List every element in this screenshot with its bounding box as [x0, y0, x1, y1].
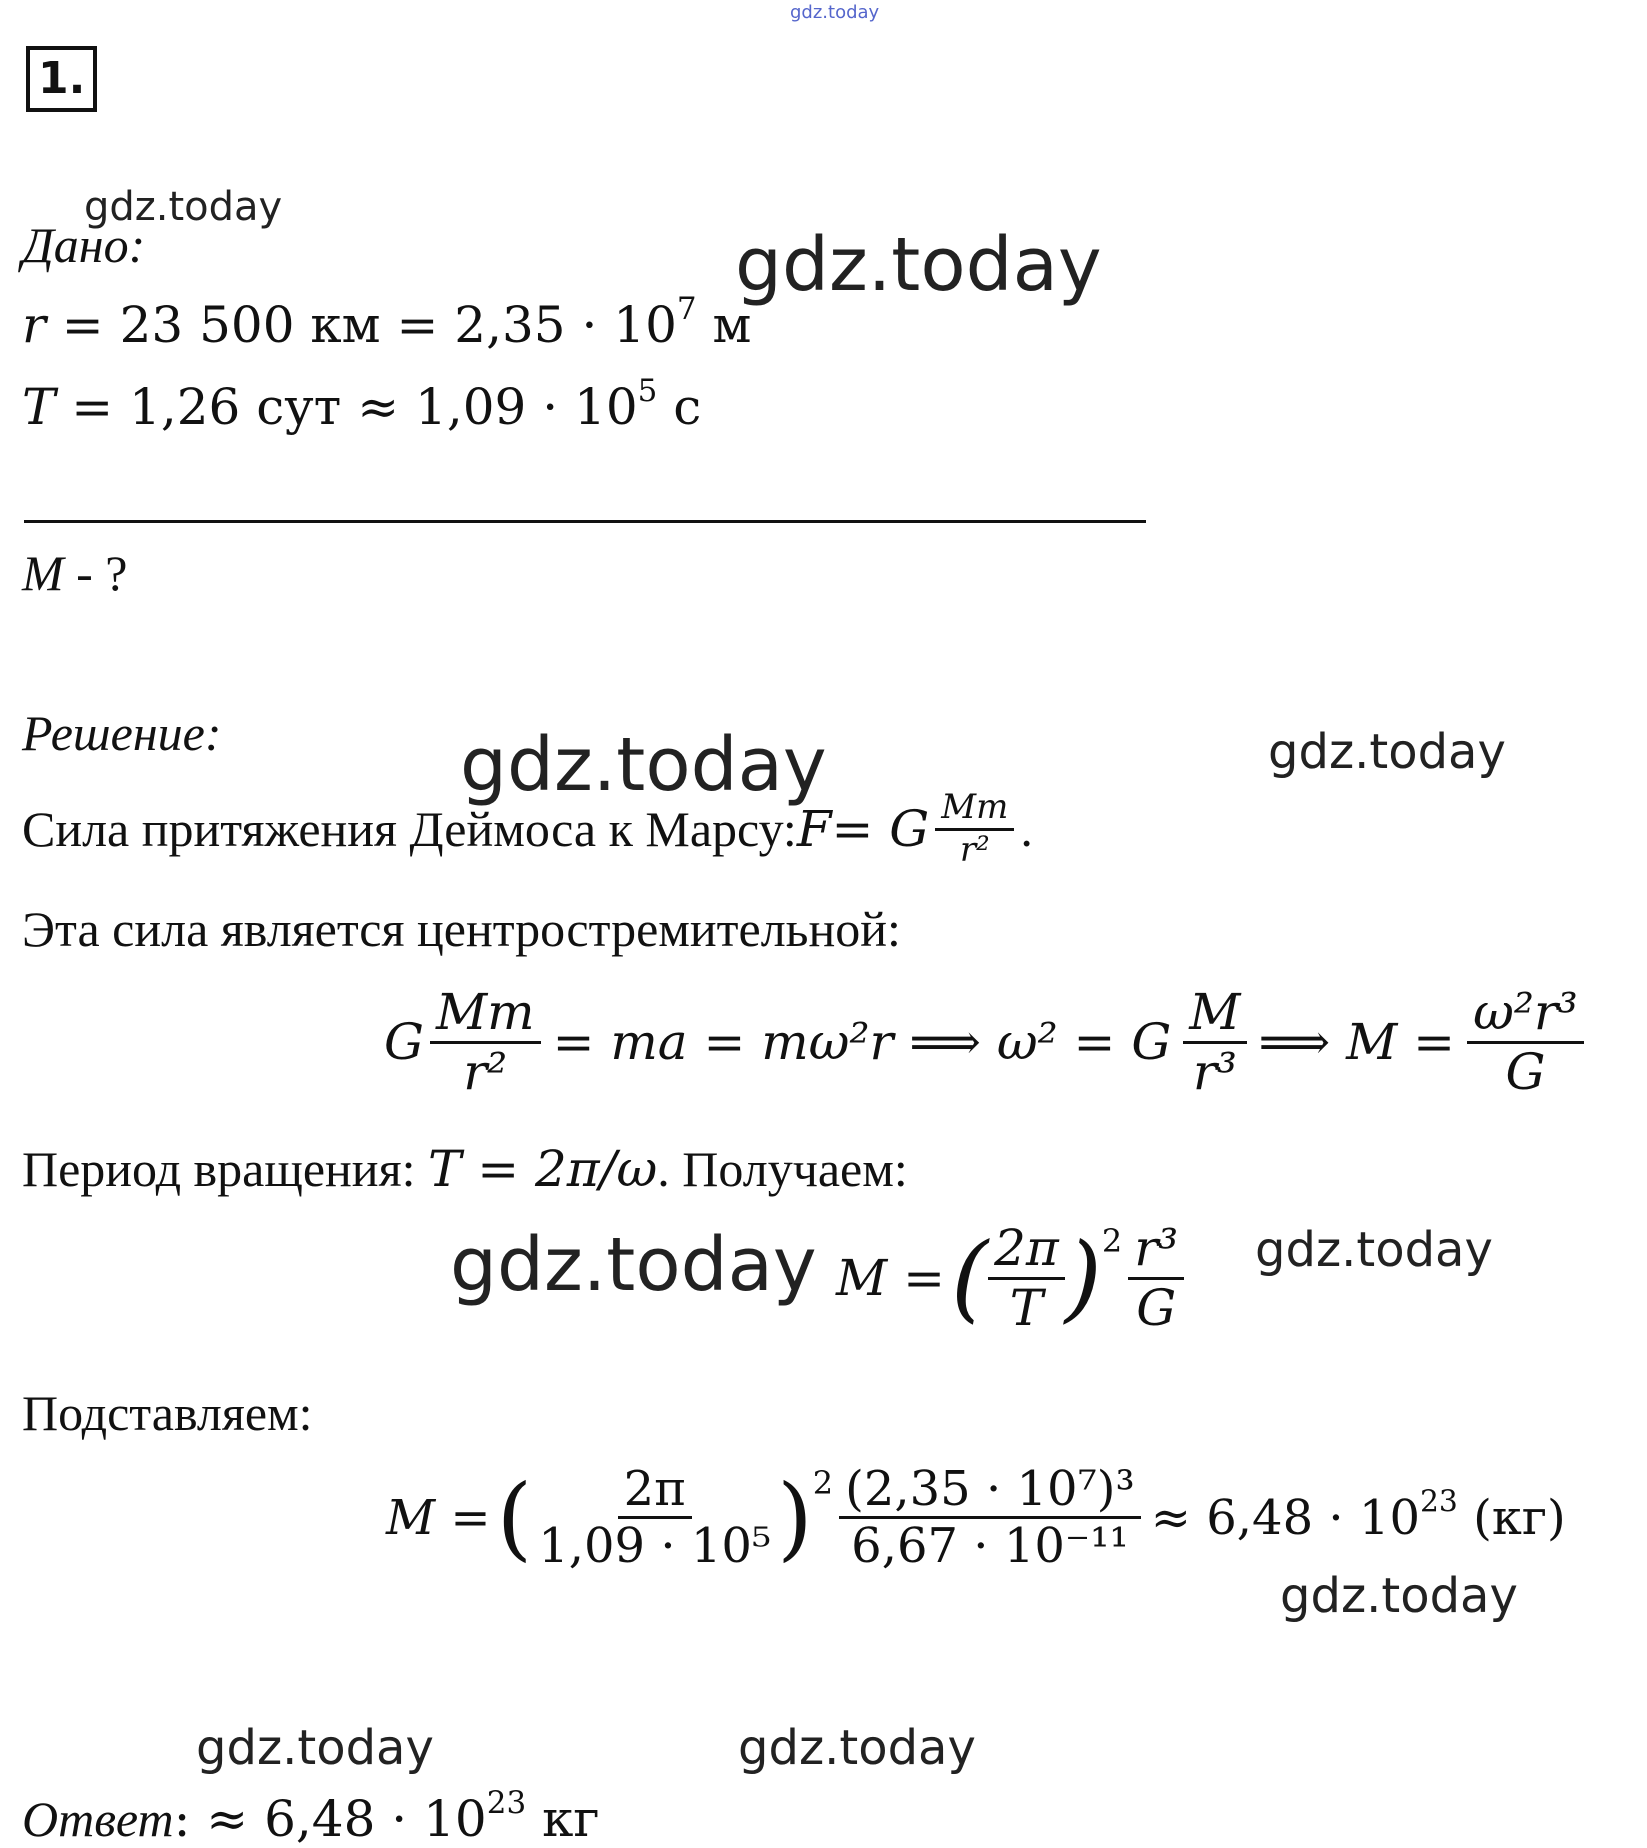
solution-title: Решение: [22, 705, 222, 761]
line1-text: Сила притяжения Деймоса к Марсу: [22, 801, 797, 858]
given-r [22, 290, 752, 354]
formula-F-frac [935, 787, 1014, 870]
eq1-G: G [384, 1013, 424, 1071]
task-number: 1. [26, 46, 97, 112]
eq3-frac1 [532, 1461, 777, 1575]
eq3-num1: 2π [618, 1464, 692, 1519]
watermark-top: gdz.today [790, 2, 880, 23]
eq2-frac1 [988, 1219, 1065, 1337]
watermark-3: gdz.today [460, 722, 827, 808]
paren-left-icon: ( [950, 1222, 989, 1333]
watermark-4: gdz.today [1268, 724, 1506, 780]
r-unit: м [696, 296, 752, 354]
line3-end: . Получаем: [657, 1141, 908, 1197]
eq3-den2: 6,67 · 10⁻¹¹ [851, 1518, 1129, 1575]
eq1-frac1 [430, 983, 541, 1101]
eq2-num1: 2π [988, 1222, 1065, 1280]
eq2-den1: T [1009, 1278, 1044, 1337]
eq1-mid2: ⟹ M = [1258, 1013, 1456, 1071]
eq2-den2: G [1136, 1278, 1177, 1337]
eq3-pow: 2 [812, 1464, 834, 1502]
eq1-mid: = ma = mω²r ⟹ ω² = G [552, 1013, 1172, 1071]
watermark-6: gdz.today [1255, 1222, 1493, 1278]
equation-2 [836, 1219, 1190, 1337]
watermark-8: gdz.today [196, 1720, 434, 1776]
paren-right-icon: ) [1064, 1222, 1102, 1333]
eq3-num2: (2,35 · 10⁷)³ [839, 1464, 1141, 1519]
formula-F: F [796, 800, 832, 859]
equation-1 [384, 983, 1590, 1101]
line3-text: Период вращения: [22, 1141, 428, 1197]
solution-line4: Подставляем: [22, 1385, 313, 1441]
solution-line2: Эта сила является центростремительной: [22, 901, 901, 957]
eq3-frac2 [839, 1461, 1141, 1575]
eq2-pow: 2 [1101, 1222, 1123, 1260]
solution-line3 [22, 1140, 908, 1198]
formula-F-eq: = G [831, 800, 930, 859]
formula-F-end: . [1020, 801, 1033, 858]
eq3-lhs: M = [386, 1489, 491, 1546]
watermark-1: gdz.today [84, 184, 283, 230]
eq1-frac2 [1183, 983, 1246, 1101]
given-title: Дано: [22, 217, 146, 273]
T-unit: с [657, 378, 702, 436]
watermark-7: gdz.today [1280, 1568, 1518, 1624]
r-value: = 23 500 км = 2,35 · 10 [45, 296, 677, 354]
find-rest: - ? [63, 545, 128, 601]
answer-title: Ответ [22, 1791, 174, 1847]
frac-den: r² [959, 829, 990, 870]
var-r: r [22, 296, 46, 354]
eq3-den1: 1,09 · 10⁵ [538, 1518, 772, 1575]
answer-unit: кг [526, 1790, 600, 1848]
eq1-num1: Mm [430, 986, 541, 1044]
T-value: = 1,26 сут ≈ 1,09 · 10 [55, 378, 638, 436]
line3-formula: T = 2π/ω [427, 1140, 658, 1198]
eq2-frac2 [1128, 1219, 1184, 1337]
answer-value: : ≈ 6,48 · 10 [173, 1790, 487, 1848]
eq1-frac3 [1467, 983, 1584, 1101]
eq1-den3: G [1505, 1042, 1546, 1101]
watermark-5: gdz.today [450, 1222, 817, 1308]
eq1-den1: r² [463, 1042, 508, 1101]
eq2-lhs: M = [836, 1249, 945, 1307]
paren-left-icon: ( [496, 1464, 533, 1572]
find [22, 544, 128, 602]
r-exp: 7 [676, 290, 697, 327]
equation-3 [386, 1461, 1566, 1575]
frac-num: Mm [935, 790, 1014, 831]
var-T: T [22, 378, 56, 436]
T-exp: 5 [637, 372, 658, 409]
answer-exp: 23 [486, 1784, 527, 1821]
watermark-2: gdz.today [735, 222, 1102, 308]
paren-right-icon: ) [777, 1464, 813, 1572]
eq1-den2: r³ [1192, 1042, 1237, 1101]
eq1-num3: ω²r³ [1467, 986, 1584, 1044]
answer [22, 1784, 600, 1848]
eq2-num2: r³ [1128, 1222, 1184, 1280]
eq1-num2: M [1183, 986, 1246, 1044]
eq3-result: ≈ $6,48 \cdot 10^{23}$ (кг) [1150, 1484, 1566, 1546]
solution-line1 [22, 787, 1033, 870]
var-M: M [22, 545, 64, 601]
divider-line [24, 520, 1146, 523]
watermark-9: gdz.today [738, 1720, 976, 1776]
given-T [22, 372, 702, 436]
